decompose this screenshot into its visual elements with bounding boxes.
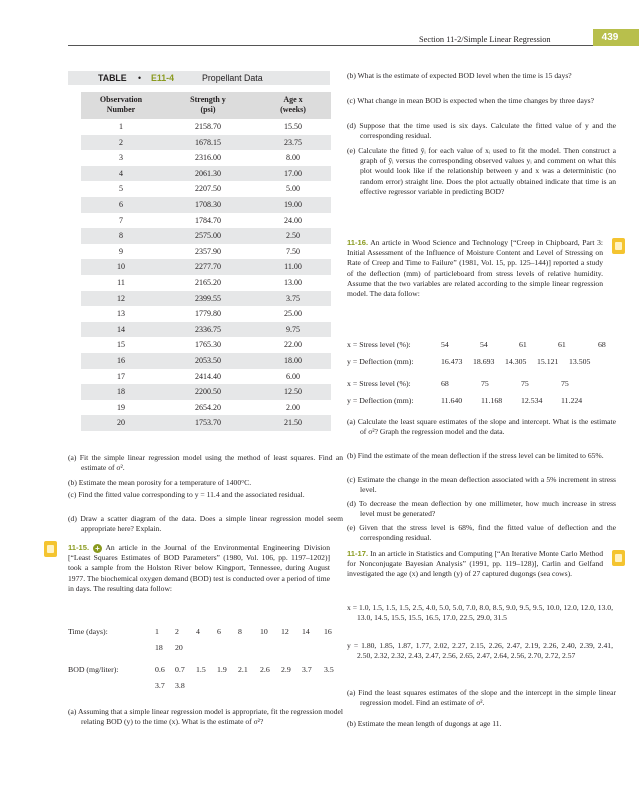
item-11-15-b: (b) What is the estimate of expected BOD level when the time is 15 days? [347,71,572,80]
table-cell: 1708.30 [195,199,221,209]
table-row [81,369,331,385]
data-value: 1 [155,627,159,636]
exercise-text: An article in Wood Science and Technology [“Creep in Chipboard, Part 3: Initial Assessment of the Influence of Moisture Content and Level of Stressing on Rate of Creep and Time to Failure” (1981, Vol. 15, pp. 125–144)] reported a study of the deflection (mm) of particleboard from stress levels of relative humidity. Assume that the two variables are related according to the simple linear regression model. The data follow: [347,238,603,299]
exercise-number: 11-15. [68,543,90,552]
table-row [81,353,331,369]
table-cell: 2575.00 [195,231,221,241]
deflection-label-2: y = Deflection (mm): [347,396,414,405]
column-header-age [255,95,331,115]
header-rule [68,45,593,46]
stress-label-2: x = Stress level (%): [347,379,411,388]
table-cell: 22.00 [284,340,302,350]
data-value: 14 [302,627,310,636]
table-cell: 1 [119,122,123,131]
table-cell: 3 [119,153,123,163]
item-11-16-b: (b) Find the estimate of the mean deflection if the stress level can be limited to 65%. [347,451,604,460]
data-value: 20 [175,643,183,652]
table-cell: 12.50 [284,387,302,397]
item-11-15-e: (e) Calculate the fitted ŷᵢ for each value of xᵢ used to fit the model. Then construct a graph of ŷᵢ versus the corresponding observed values yᵢ and comment on what this plot would look like if the relationship between y and x was a deterministic (no random error) straight line. Does the plot actually obtained indicate that time is an effective regressor variable in predicting BOD? [347,146,616,196]
exercise-text: In an article in Statistics and Computing [“An Iterative Monte Carlo Method for Nonconjugate Bayesian Analysis” (1991, pp. 119–128)], Carlin and Gelfand investigated the age (x) and length (y) of 27 captured dugongs (sea cows). [347,549,603,579]
table-cell: 2165.20 [195,277,221,287]
table-cell: 15 [117,340,125,350]
item-b: (b) Estimate the mean porosity for a temperature of 1400°C. [68,478,252,487]
table-cell: 2654.20 [195,402,221,412]
data-value: 2 [175,627,179,636]
exercise-11-17 [347,549,603,580]
header-line: Age x [283,95,303,104]
header-line: Number [106,105,136,114]
table-cell: 20 [117,418,125,428]
table-cell: 15.50 [284,122,302,131]
deflection-label-1: y = Deflection (mm): [347,357,414,366]
table-cell: 7.50 [286,246,300,256]
data-value: 1.5 [196,665,206,674]
data-value: 75 [521,379,529,388]
data-value: 54 [441,340,449,349]
table-cell: 2357.90 [195,246,221,256]
data-value: 14.305 [505,357,527,366]
exercise-number: 11-16. [347,238,369,247]
data-value: 54 [480,340,488,349]
table-cell: 14 [117,324,125,334]
table-cell: 2158.70 [195,122,221,131]
time-values-row-2 [155,643,196,654]
table-cell: 1779.80 [195,309,221,319]
table-bullet: • [138,73,142,83]
table-cell: 19.00 [284,199,302,209]
table-cell: 5 [119,184,123,194]
table-cell: 2316.00 [195,153,221,163]
table-cell: 8 [119,231,123,241]
table-cell: 2.00 [286,402,300,412]
table-cell: 2399.55 [195,293,221,303]
margin-icon [612,238,625,254]
bod-values-row-2 [155,681,196,692]
table-row [81,228,331,244]
table-cell: 1765.30 [195,340,221,350]
table-body [81,119,331,431]
table-cell: 2414.40 [195,371,221,381]
table-cell: 2.50 [286,231,300,241]
table-cell: 1678.15 [195,137,221,147]
table-cell: 5.00 [286,184,300,194]
table-row [81,213,331,229]
item-d: (d) Draw a scatter diagram of the data. Does a simple linear regression model seem appropriate here? Explain. [68,514,343,534]
data-value: 16 [324,627,332,636]
table-row [81,306,331,322]
exercise-number: 11-17. [347,549,369,558]
table-cell: 2053.50 [195,355,221,365]
table-cell: 25.00 [284,309,302,319]
table-row [81,150,331,166]
data-value: 68 [441,379,449,388]
data-value: 61 [519,340,527,349]
data-value: 12.534 [521,396,543,405]
data-value: 16.473 [441,357,463,366]
item-11-16-c: (c) Estimate the change in the mean deflection associated with a 5% increment in stress level. [347,475,616,495]
data-value: 2.6 [260,665,270,674]
header-line: Strength y [190,95,226,104]
data-value: 11.640 [441,396,463,405]
table-title: Propellant Data [202,73,263,83]
item-11-15-c: (c) What change in mean BOD is expected when the time changes by three days? [347,96,594,105]
table-row [81,275,331,291]
data-value: 11.224 [561,396,583,405]
table-label: TABLE [98,73,127,83]
data-value: 75 [481,379,489,388]
item-11-16-e: (e) Given that the stress level is 68%, find the fitted value of deflection and the corresponding residual. [347,523,616,543]
table-row [81,244,331,260]
table-cell: 1784.70 [195,215,221,225]
data-value: 11.168 [481,396,503,405]
table-cell: 6.00 [286,371,300,381]
margin-icon [44,541,57,557]
running-head: Section 11-2/Simple Linear Regression [419,35,551,44]
stress-label-1: x = Stress level (%): [347,340,411,349]
table-cell: 3.75 [286,293,300,303]
data-value: 1.9 [217,665,227,674]
table-cell: 4 [119,168,123,178]
data-value: 75 [561,379,569,388]
data-value: 18 [155,643,163,652]
table-cell: 18.00 [284,355,302,365]
time-label: Time (days): [68,627,108,636]
header-line: Observation [99,95,143,104]
table-cell: 18 [117,387,125,397]
data-value: 68 [598,340,606,349]
table-row [81,337,331,353]
data-value: 3.8 [175,681,185,690]
data-value: 12 [281,627,289,636]
table-cell: 7 [119,215,123,225]
data-value: 61 [558,340,566,349]
data-value: 2.9 [281,665,291,674]
item-11-17-b: (b) Estimate the mean length of dugongs at age 11. [347,719,502,728]
deflection-values-1 [441,357,601,368]
table-row [81,400,331,416]
table-row [81,259,331,275]
margin-icon [612,550,625,566]
deflection-values-2 [441,396,591,407]
page-number: 439 [601,32,619,43]
column-header-observation [81,95,161,115]
item-11-16-d: (d) To decrease the mean deflection by one millimeter, how much increase in stress level must be generated? [347,499,616,519]
table-cell: 10 [117,262,125,272]
table-cell: 17.00 [284,168,302,178]
table-cell: 16 [117,355,125,365]
table-cell: 11.00 [284,262,302,272]
table-row [81,291,331,307]
table-cell: 2200.50 [195,387,221,397]
bod-values-row-1 [155,665,344,676]
data-value: 0.7 [175,665,185,674]
table-cell: 2277.70 [195,262,221,272]
table-cell: 2061.30 [195,168,221,178]
column-header-strength [161,95,255,115]
table-cell: 23.75 [284,137,302,147]
table-row [81,384,331,400]
exercise-11-15 [68,543,330,594]
data-value: 2.1 [238,665,248,674]
data-value: 8 [238,627,242,636]
item-11-15-a: (a) Assuming that a simple linear regression model is appropriate, fit the regression model relating BOD (y) to the time (x). What is the estimate of σ²? [68,707,343,727]
item-c: (c) Find the fitted value corresponding to y = 11.4 and the associated residual. [68,490,305,499]
table-cell: 2336.75 [195,324,221,334]
data-value: 18.693 [473,357,495,366]
table-cell: 1753.70 [195,418,221,428]
table-cell: 8.00 [286,153,300,163]
table-row [81,119,331,135]
data-value: 15.121 [537,357,559,366]
table-caption [68,71,330,85]
data-value: 3.5 [324,665,334,674]
item-a: (a) Fit the simple linear regression model using the method of least squares. Find an estimate of σ². [68,453,343,473]
table-row [81,135,331,151]
item-11-17-a: (a) Find the least squares estimates of the slope and the intercept in the simple linear regression model. Find an estimate of σ². [347,688,616,708]
plus-icon: + [93,544,102,553]
table-cell: 11 [117,277,125,287]
table-cell: 9.75 [286,324,300,334]
data-value: 3.7 [155,681,165,690]
data-value: 6 [217,627,221,636]
propellant-table [81,92,331,431]
table-cell: 12 [117,293,125,303]
bod-label: BOD (mg/liter): [68,665,119,674]
table-cell: 2207.50 [195,184,221,194]
data-value: 0.6 [155,665,165,674]
table-header [81,92,331,119]
exercise-11-16 [347,238,603,299]
stress-values-2 [441,379,591,390]
dugong-age-data: x = 1.0, 1.5, 1.5, 1.5, 2.5, 4.0, 5.0, 5.0, 7.0, 8.0, 8.5, 9.0, 9.5, 9.5, 10.0, 12.0, 12.0, 13.0, 13.0, 14.5, 15.5, 15.5, 16.5, 17.0, 22.5, 29.0, 31.5 [347,603,613,623]
table-cell: 13 [117,309,125,319]
table-cell: 21.50 [284,418,302,428]
data-value: 10 [260,627,268,636]
table-cell: 2 [119,137,123,147]
table-cell: 19 [117,402,125,412]
dugong-length-data: y = 1.80, 1.85, 1.87, 1.77, 2.02, 2.27, 2.15, 2.26, 2.47, 2.19, 2.26, 2.40, 2.39, 2.41, 2.50, 2.32, 2.32, 2.43, 2.47, 2.56, 2.65, 2.47, 2.64, 2.56, 2.70, 2.72, 2.57 [347,641,613,661]
stress-values-1 [441,340,628,351]
header-line: (weeks) [280,105,306,114]
table-cell: 13.00 [284,277,302,287]
data-value: 4 [196,627,200,636]
table-cell: 6 [119,199,123,209]
table-row [81,181,331,197]
exercise-text: An article in the Journal of the Environmental Engineering Division [“Least Squares Estimates of BOD Parameters” (1980, Vol. 106, pp. 1197–1202)] took a sample from the Holston River below Kingport, Tennessee, during August 1977. The biochemical oxygen demand (BOD) test is conducted over a period of time in days. The resulting data follow: [68,543,330,593]
table-row [81,197,331,213]
table-row [81,415,331,431]
data-value: 3.7 [302,665,312,674]
table-row [81,322,331,338]
data-value: 13.505 [569,357,591,366]
table-row [81,166,331,182]
table-number: E11-4 [151,73,174,83]
table-cell: 24.00 [284,215,302,225]
item-11-15-d: (d) Suppose that the time used is six days. Calculate the fitted value of y and the corresponding residual. [347,121,616,141]
item-11-16-a: (a) Calculate the least square estimates of the slope and intercept. What is the estimate of σ²? Graph the regression model and the data. [347,417,616,437]
table-cell: 17 [117,371,125,381]
time-values-row-1 [155,627,344,638]
header-line: (psi) [200,105,216,114]
table-cell: 9 [119,246,123,256]
